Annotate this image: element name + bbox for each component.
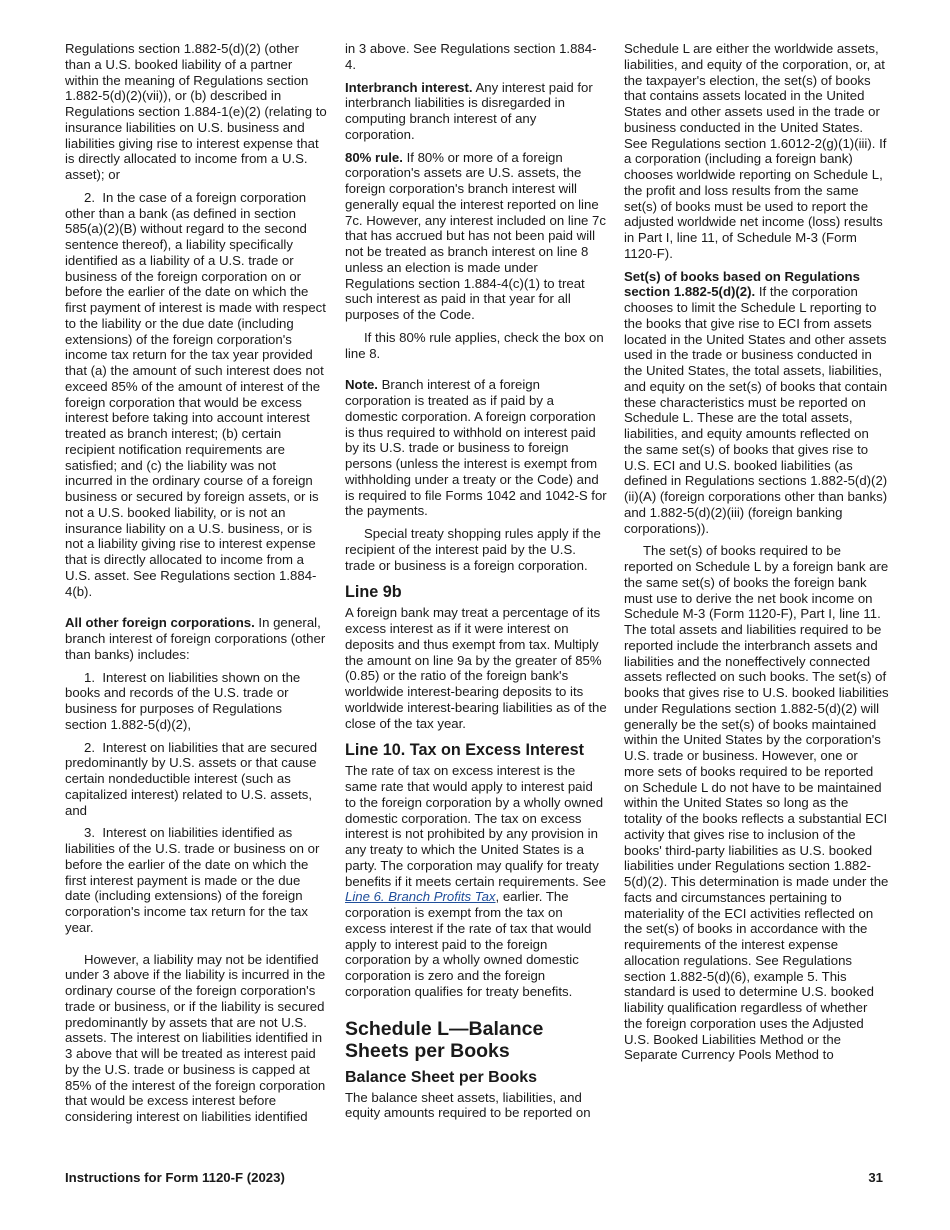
paragraph: A foreign bank may treat a percentage of its excess interest as if it were interest on deposits and thus exempt from tax. Multiply the amount on line 9a by the greater of 85% (0.85) or the ratio of the foreign bank's worldwide interest-bearing deposits to its worldwide interest-bearing liabilities as of the close of the tax year. — [345, 605, 607, 731]
cross-reference-link[interactable]: Line 6. Branch Profits Tax — [345, 889, 496, 905]
paragraph-text: Branch interest of a foreign corporation is treated as if paid by a domestic corporation. A foreign corporation is thus required to withhold on interest paid by its U.S. trade or business to foreign persons (unless the interest is exempt from withholding under a treaty or the Code) and is required to file Forms 1042 and 1042-S for the payments. — [345, 377, 607, 519]
paragraph-text: The rate of tax on excess interest is the same rate that would apply to interest paid to the foreign corporation by a wholly owned domestic corporation. The tax on excess interest is not prohibited by any provision in any treaty to which the United States is a party. The corporation may qualify for treaty benefits if it meets certain requirements. See — [345, 763, 606, 889]
note-label: Note. — [345, 377, 378, 393]
paragraph — [624, 269, 889, 537]
paragraph: Special treaty shopping rules apply if the recipient of the interest paid by the U.S. trade or business is a foreign corporation. — [345, 526, 601, 573]
run-in-heading: Interbranch interest. — [345, 79, 473, 95]
subheading-balance-sheet: Balance Sheet per Books — [345, 1068, 538, 1086]
paragraph: However, a liability may not be identified under 3 above if the liability is incurred in the ordinary course of the foreign corporation's trade or business, or if the liability is secured predominantly by assets that are not U.S. assets. The interest on liabilities identified in 3 above that will be treated as interest paid by the U.S. trade or business is capped at 85% of the interest of the foreign corporation that would be excess interest before considering interest on liabilities identified — [65, 951, 326, 1124]
section-heading-line-10: Line 10. Tax on Excess Interest — [345, 741, 585, 760]
paragraph: The set(s) of books required to be reported on Schedule L by a foreign bank are the same set(s) of books the foreign bank must use to derive the net book income on Schedule M-3 (Form 1120-F), Part I, line 11. The total assets and liabilities required to be reported include the interbranch assets and liabilities and the noneffectively connected assets reflected on such books. The set(s) of books that gives rise to U.S. booked liabilities under Regulations section 1.882-5(d)(2) will generally be the set(s) of books maintained within the United States by the corporation's U.S. trade or business. However, one or more sets of books required to be reported on Schedule L do not have to be maintained within the United States so long as the totality of the books reflects a substantial ECI activity that gives rise to inclusion of the books' third-party liabilities as U.S. booked liabilities under Regulations section 1.882-5(d)(2). This determination is made under the facts and circumstances pertaining to materiality of the ECI activities reflected on the set(s) of books in accordance with the requirements of the interest expense allocation regulations. See Regulations section 1.882-5(d)(6), example 5. This standard is used to determine U.S. booked liability qualification regardless of whether the foreign corporation uses the Adjusted U.S. Booked Liabilities Method or the Separate Currency Pools Method to — [624, 543, 889, 1063]
list-item: 1. Interest on liabilities shown on the books and records of the U.S. trade or business for purposes of Regulations section 1.882-5(d)(2), — [65, 669, 301, 732]
list-item: 3. Interest on liabilities identified as liabilities of the U.S. trade or business on or before the earlier of the date on which the first interest payment is made or the due date (including extensions) of the foreign corporation's income tax return for the tax year. — [65, 825, 320, 935]
paragraph: Schedule L are either the worldwide assets, liabilities, and equity of the corporation, or, at the taxpayer's election, the set(s) of books that contains assets located in the United States and other assets used in the trade or business conducted in the United States. See Regulations section 1.6012-2(g)(1)(iii). If a corporation (including a foreign bank) chooses worldwide reporting on Schedule L, the profit and loss results from the same set(s) of books must be used to report the adjusted worldwide net income (loss) results in Part I, line 11, of Schedule M-3 (Form 1120-F). — [624, 41, 887, 261]
schedule-l-heading: Schedule L—Balance Sheets per Books — [345, 1017, 544, 1062]
footer-form-title: Instructions for Form 1120-F (2023) — [65, 1170, 285, 1185]
paragraph — [345, 150, 607, 323]
run-in-heading: All other foreign corporations. — [65, 615, 255, 631]
column-middle — [345, 41, 607, 1121]
column-right — [624, 41, 889, 1063]
paragraph-text: Any interest paid for interbranch liabilities is disregarded in computing branch interest of any corporation. — [345, 79, 593, 142]
paragraph: 2. In the case of a foreign corporation other than a bank (as defined in section 585(a)(2)(B) without regard to the second sentence thereof), a liability specifically identified as a liability of a U.S. trade or business of the foreign corporation on or before the earlier of the date on which the first payment of interest is made with respect to the liability or the due date (including extensions) of the foreign corporation's income tax return for the tax year provided that (a) the amount of such interest does not exceed 85% of the amount of interest of the foreign corporation that would be excess interest before taking into account interest treated as branch interest; (b) certain recipient notification requirements are satisfied; and (c) the liability was not incurred in the ordinary course of a foreign business or secured by foreign assets, or is not a U.S. booked liability, or is not an insurance liability on a U.S. business, or is not a liability giving rise to interest expense that is directly allocated to income from a U.S. asset. See Regulations section 1.884-4(b). — [65, 189, 326, 599]
paragraph — [65, 615, 327, 662]
paragraph-text: If the corporation chooses to limit the Schedule L reporting to the books that give rise to ECI from assets located in the United States and other assets used in the trade or business conducted in the United States, the total assets, liabilities, and equity on the set(s) of books that contain these characteristics must be reported on Schedule L. These are the total assets, liabilities, and equity amounts reflected on the same set(s) of books that gives rise to U.S. ECI and U.S. booked liabilities (as defined in Regulations sections 1.882-5(d)(2)(ii)(A) (foreign corporations other than banks) and 1.882-5(d)(2)(iii) (foreign banking corporations)). — [624, 284, 888, 536]
page-number: 31 — [868, 1170, 883, 1185]
column-left — [65, 41, 327, 1132]
paragraph-text: If 80% or more of a foreign corporation's assets are U.S. assets, the foreign corporation's branch interest will generally equal the interest reported on line 7c. However, any interest included on line 7c that has accrued but has not been paid will not be treated as branch interest on line 8 unless an election is made under Regulations section 1.884-4(c)(1) to treat such interest as paid in that year for all purposes of the Code. — [345, 149, 606, 322]
paragraph-text: In general, branch interest of foreign corporations (other than banks) includes: — [65, 615, 326, 662]
run-in-heading: Set(s) of books based on Regulations section 1.882-5(d)(2). — [624, 268, 860, 300]
paragraph: in 3 above. See Regulations section 1.884-4. — [345, 41, 597, 72]
paragraph-text: , earlier. The corporation is exempt from the tax on excess interest if the rate of tax that would apply to interest paid to the foreign corporation by a wholly owned domestic corporation is zero and the foreign corporation qualifies for treaty benefits. — [345, 889, 592, 999]
list-item: 2. Interest on liabilities that are secured predominantly by U.S. assets or that cause certain nondeductible interest (such as capitalized interest) related to U.S. assets, and — [65, 739, 318, 818]
paragraph: The balance sheet assets, liabilities, and equity amounts required to be reported on — [345, 1089, 591, 1121]
note-paragraph — [345, 377, 607, 519]
run-in-heading: 80% rule. — [345, 149, 403, 165]
paragraph: If this 80% rule applies, check the box on line 8. — [345, 329, 604, 361]
section-heading-line-9b: Line 9b — [345, 583, 402, 602]
paragraph — [345, 80, 607, 143]
paragraph — [345, 763, 607, 999]
paragraph: Regulations section 1.882-5(d)(2) (other than a U.S. booked liability of a partner within the meaning of Regulations section 1.882-5(d)(2)(vii)), or (b) described in Regulations section 1.884-1(e)(2) (relating to insurance liabilities on U.S. business and liabilities giving rise to interest expense that is directly allocated to income from a U.S. asset); or — [65, 41, 327, 182]
